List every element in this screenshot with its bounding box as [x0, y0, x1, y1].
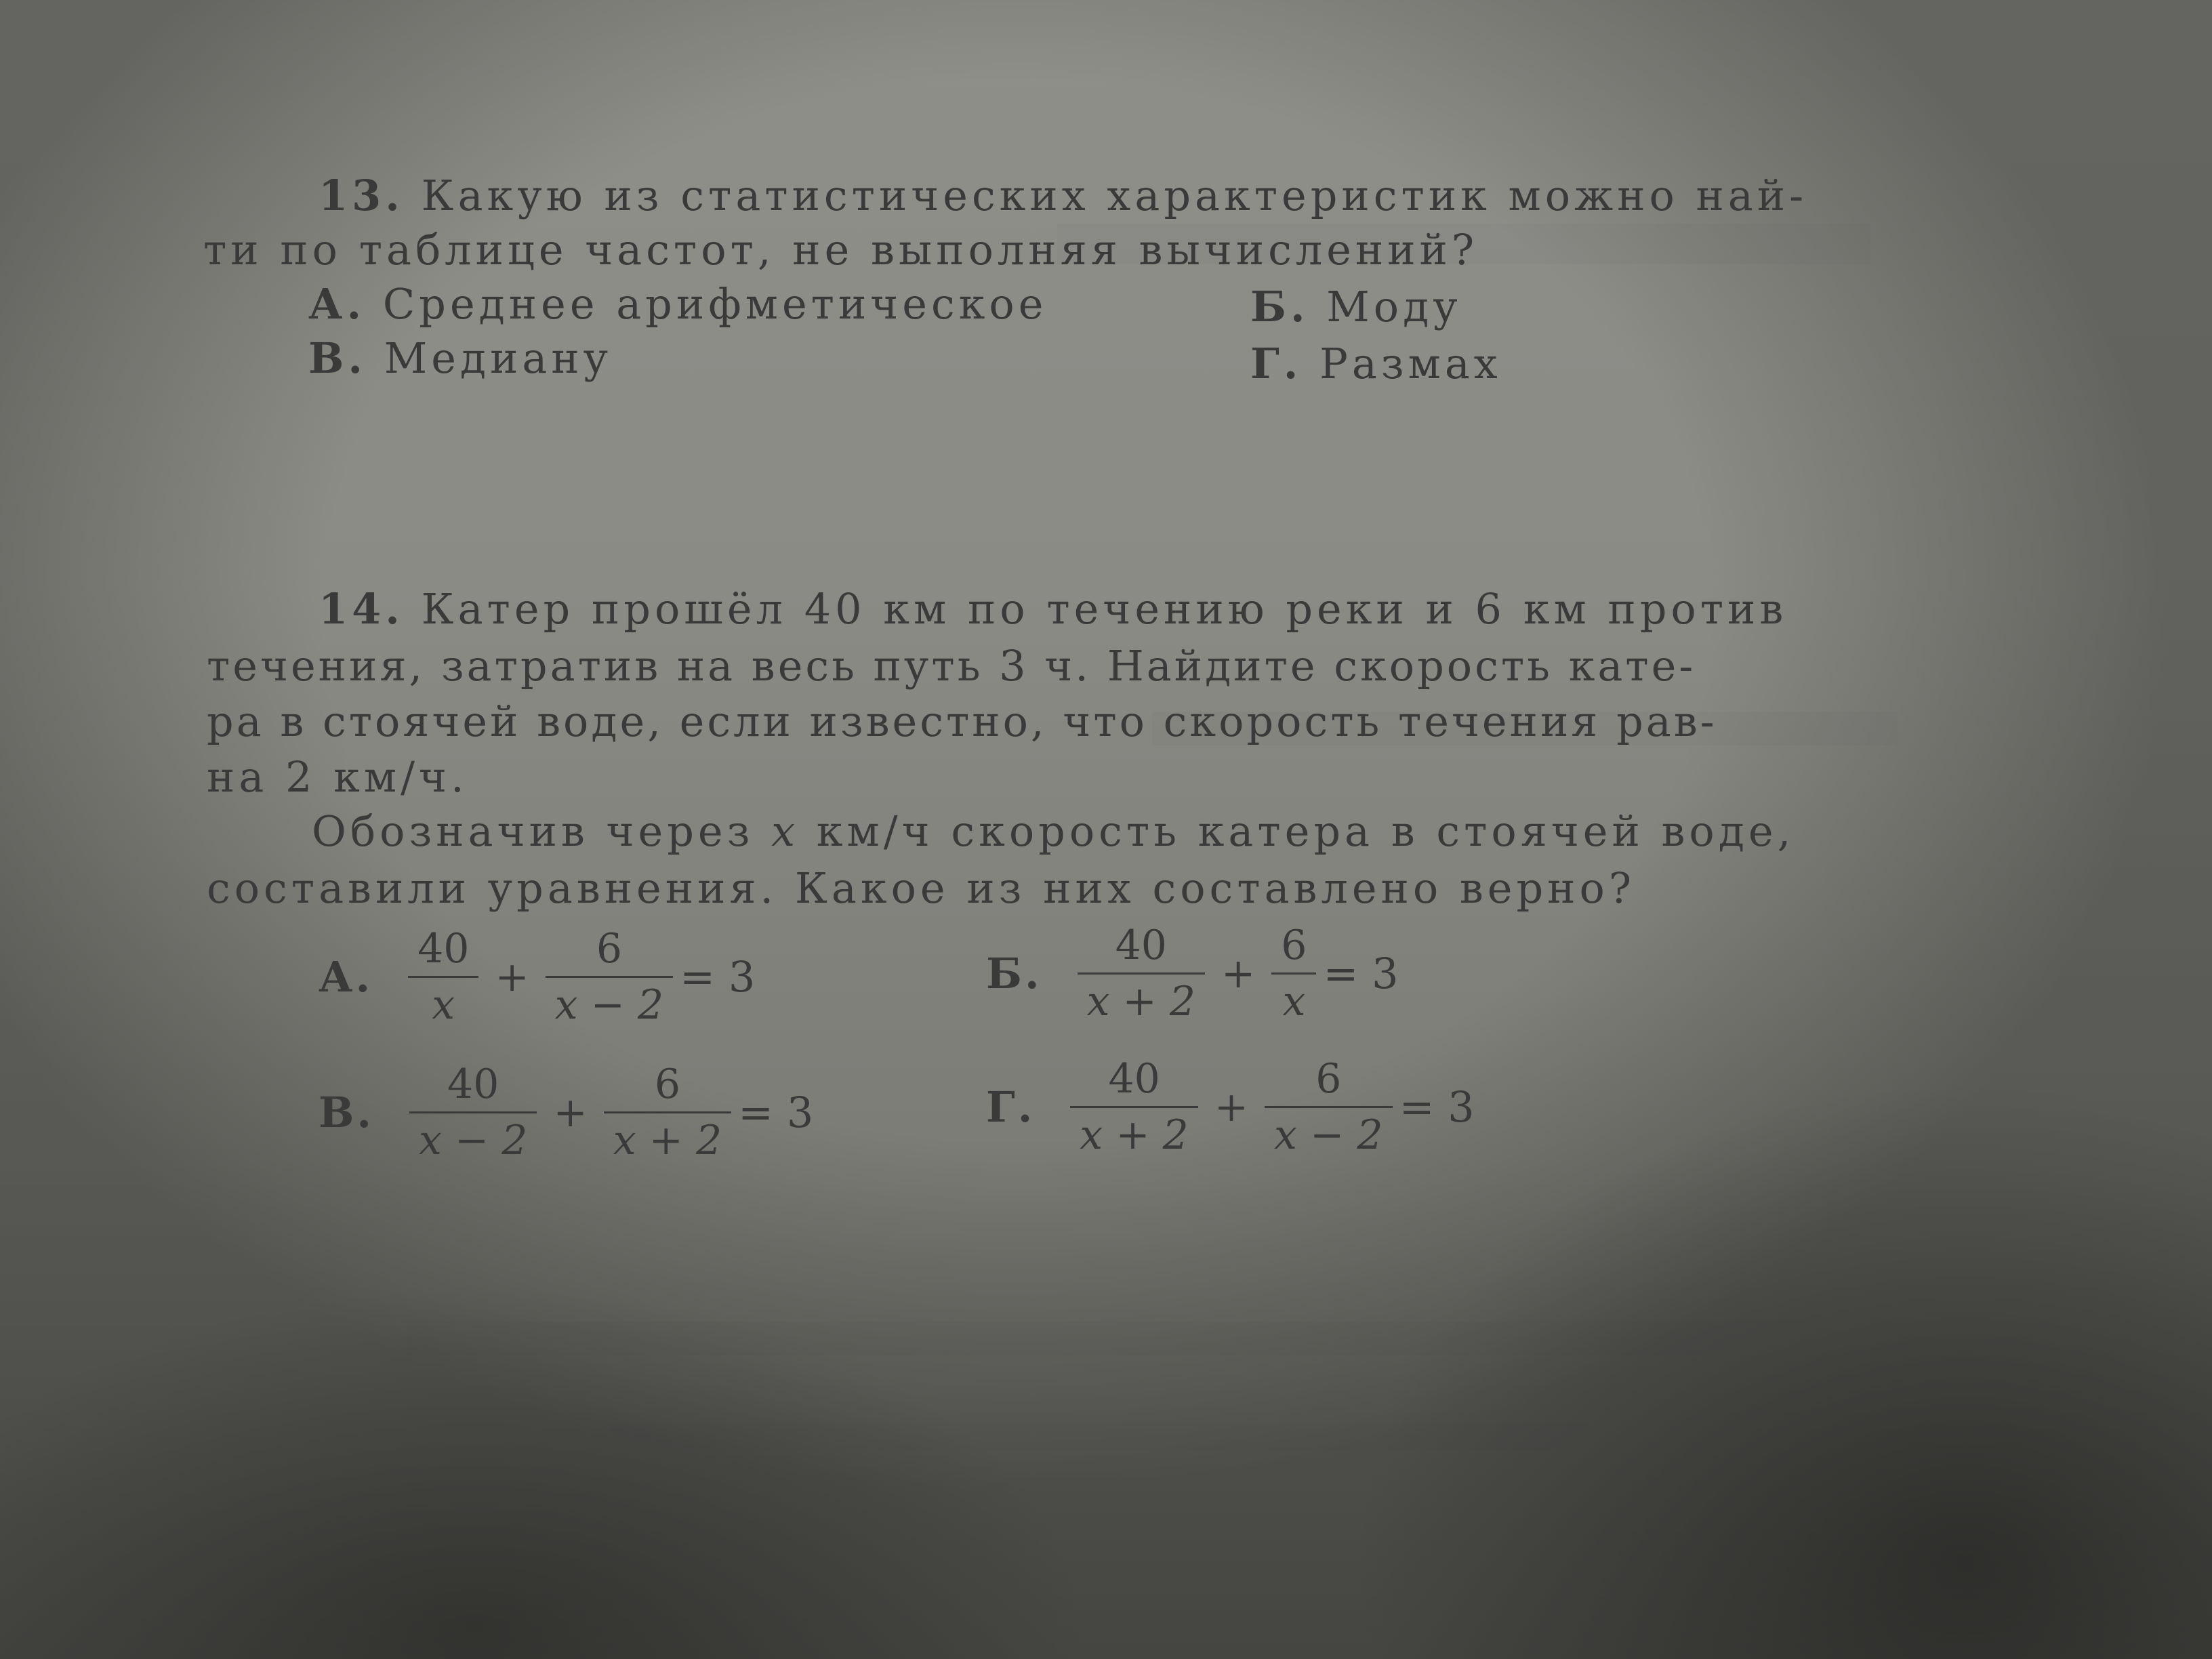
q14-text-line-3: ра в стоячей воде, если известно, что скорость течения рав-	[207, 697, 1717, 746]
plus-sign: +	[553, 1088, 588, 1136]
fraction-numerator: 40	[417, 925, 470, 972]
plus-sign: +	[1221, 949, 1256, 998]
q13-line-1	[319, 171, 1808, 220]
fraction-numerator: 6	[1281, 922, 1307, 969]
q13-option-v	[308, 333, 613, 383]
bleed-through-shadow	[407, 1322, 1830, 1355]
q14-option-v	[319, 1061, 814, 1164]
fraction	[604, 1061, 731, 1164]
q13-option-a-letter: А.	[308, 279, 366, 329]
equation-rhs: = 3	[680, 952, 756, 1002]
q14-text-line-1: Катер прошёл 40 км по течению реки и 6 км против	[421, 584, 1788, 634]
q13-text-line-1: Какую из статистических характеристик можно най-	[421, 171, 1808, 220]
fraction	[409, 1061, 537, 1164]
q14-text-line-5-post: км/ч скорость катера в стоячей воде,	[816, 806, 1795, 856]
fraction	[1271, 922, 1316, 1025]
q13-option-b-letter: Б.	[1250, 282, 1309, 331]
q14-text-line-6: составили уравнения. Какое из них составлено верно?	[207, 863, 1636, 913]
q13-option-g-text: Размах	[1319, 339, 1502, 388]
q13-option-a	[308, 279, 1048, 329]
fraction	[546, 925, 673, 1029]
fraction-numerator: 6	[1315, 1055, 1342, 1103]
fraction-denominator: x + 2	[1086, 978, 1196, 1025]
plus-sign: +	[1214, 1083, 1249, 1131]
q14-line-3	[207, 697, 1717, 746]
q13-option-v-text: Медиану	[384, 333, 613, 383]
fraction-numerator: 6	[596, 925, 623, 972]
q14-line-4	[207, 752, 468, 802]
q13-option-a-text: Среднее арифметическое	[382, 279, 1048, 329]
q14-option-v-letter: В.	[319, 1088, 374, 1137]
q14-line-1	[319, 584, 1788, 634]
fraction-denominator: x	[432, 981, 455, 1029]
fraction-numerator: 40	[1108, 1055, 1160, 1103]
plus-sign: +	[495, 953, 529, 1001]
fraction-denominator: x − 2	[554, 981, 664, 1029]
equation-rhs: = 3	[1323, 949, 1399, 998]
q13-number: 13.	[319, 171, 404, 220]
fraction-denominator: x + 2	[613, 1117, 722, 1164]
q13-option-v-letter: В.	[308, 333, 367, 383]
q13-option-b-text: Моду	[1326, 282, 1462, 331]
q14-line-2	[207, 641, 1696, 691]
q13-text-line-2: ти по таблице частот, не выполняя вычислений?	[203, 225, 1479, 274]
q14-line-6	[207, 863, 1636, 913]
fraction	[1078, 922, 1205, 1025]
equation-rhs: = 3	[1399, 1082, 1475, 1132]
q14-text-line-5-pre: Обозначив через	[312, 806, 754, 856]
q13-option-g	[1250, 339, 1502, 388]
q14-variable-x: x	[771, 806, 800, 856]
fraction	[1070, 1055, 1197, 1159]
q14-option-a	[319, 925, 756, 1029]
fraction-numerator: 40	[1115, 922, 1167, 969]
fraction-numerator: 6	[654, 1061, 681, 1108]
bleed-through-shadow	[610, 1423, 1830, 1450]
fraction	[408, 925, 478, 1029]
q14-line-5	[312, 806, 1795, 856]
fraction-numerator: 40	[447, 1061, 499, 1108]
q14-number: 14.	[319, 584, 404, 634]
q14-option-a-letter: А.	[319, 952, 373, 1002]
fraction-denominator: x + 2	[1080, 1111, 1189, 1159]
q14-option-g-letter: Г.	[986, 1082, 1036, 1132]
q14-option-b	[986, 922, 1399, 1025]
q13-line-2	[203, 225, 1479, 274]
q13-option-g-letter: Г.	[1250, 339, 1303, 388]
fraction-denominator: x − 2	[419, 1117, 528, 1164]
fraction-denominator: x − 2	[1274, 1111, 1383, 1159]
fraction	[1265, 1055, 1392, 1159]
fraction-denominator: x	[1282, 978, 1306, 1025]
q14-option-b-letter: Б.	[986, 949, 1042, 998]
q14-text-line-2: течения, затратив на весь путь 3 ч. Найдите скорость кате-	[207, 641, 1696, 691]
q14-option-g	[986, 1055, 1475, 1159]
q13-option-b	[1250, 282, 1462, 331]
equation-rhs: = 3	[738, 1088, 814, 1137]
q14-text-line-4: на 2 км/ч.	[207, 752, 468, 802]
